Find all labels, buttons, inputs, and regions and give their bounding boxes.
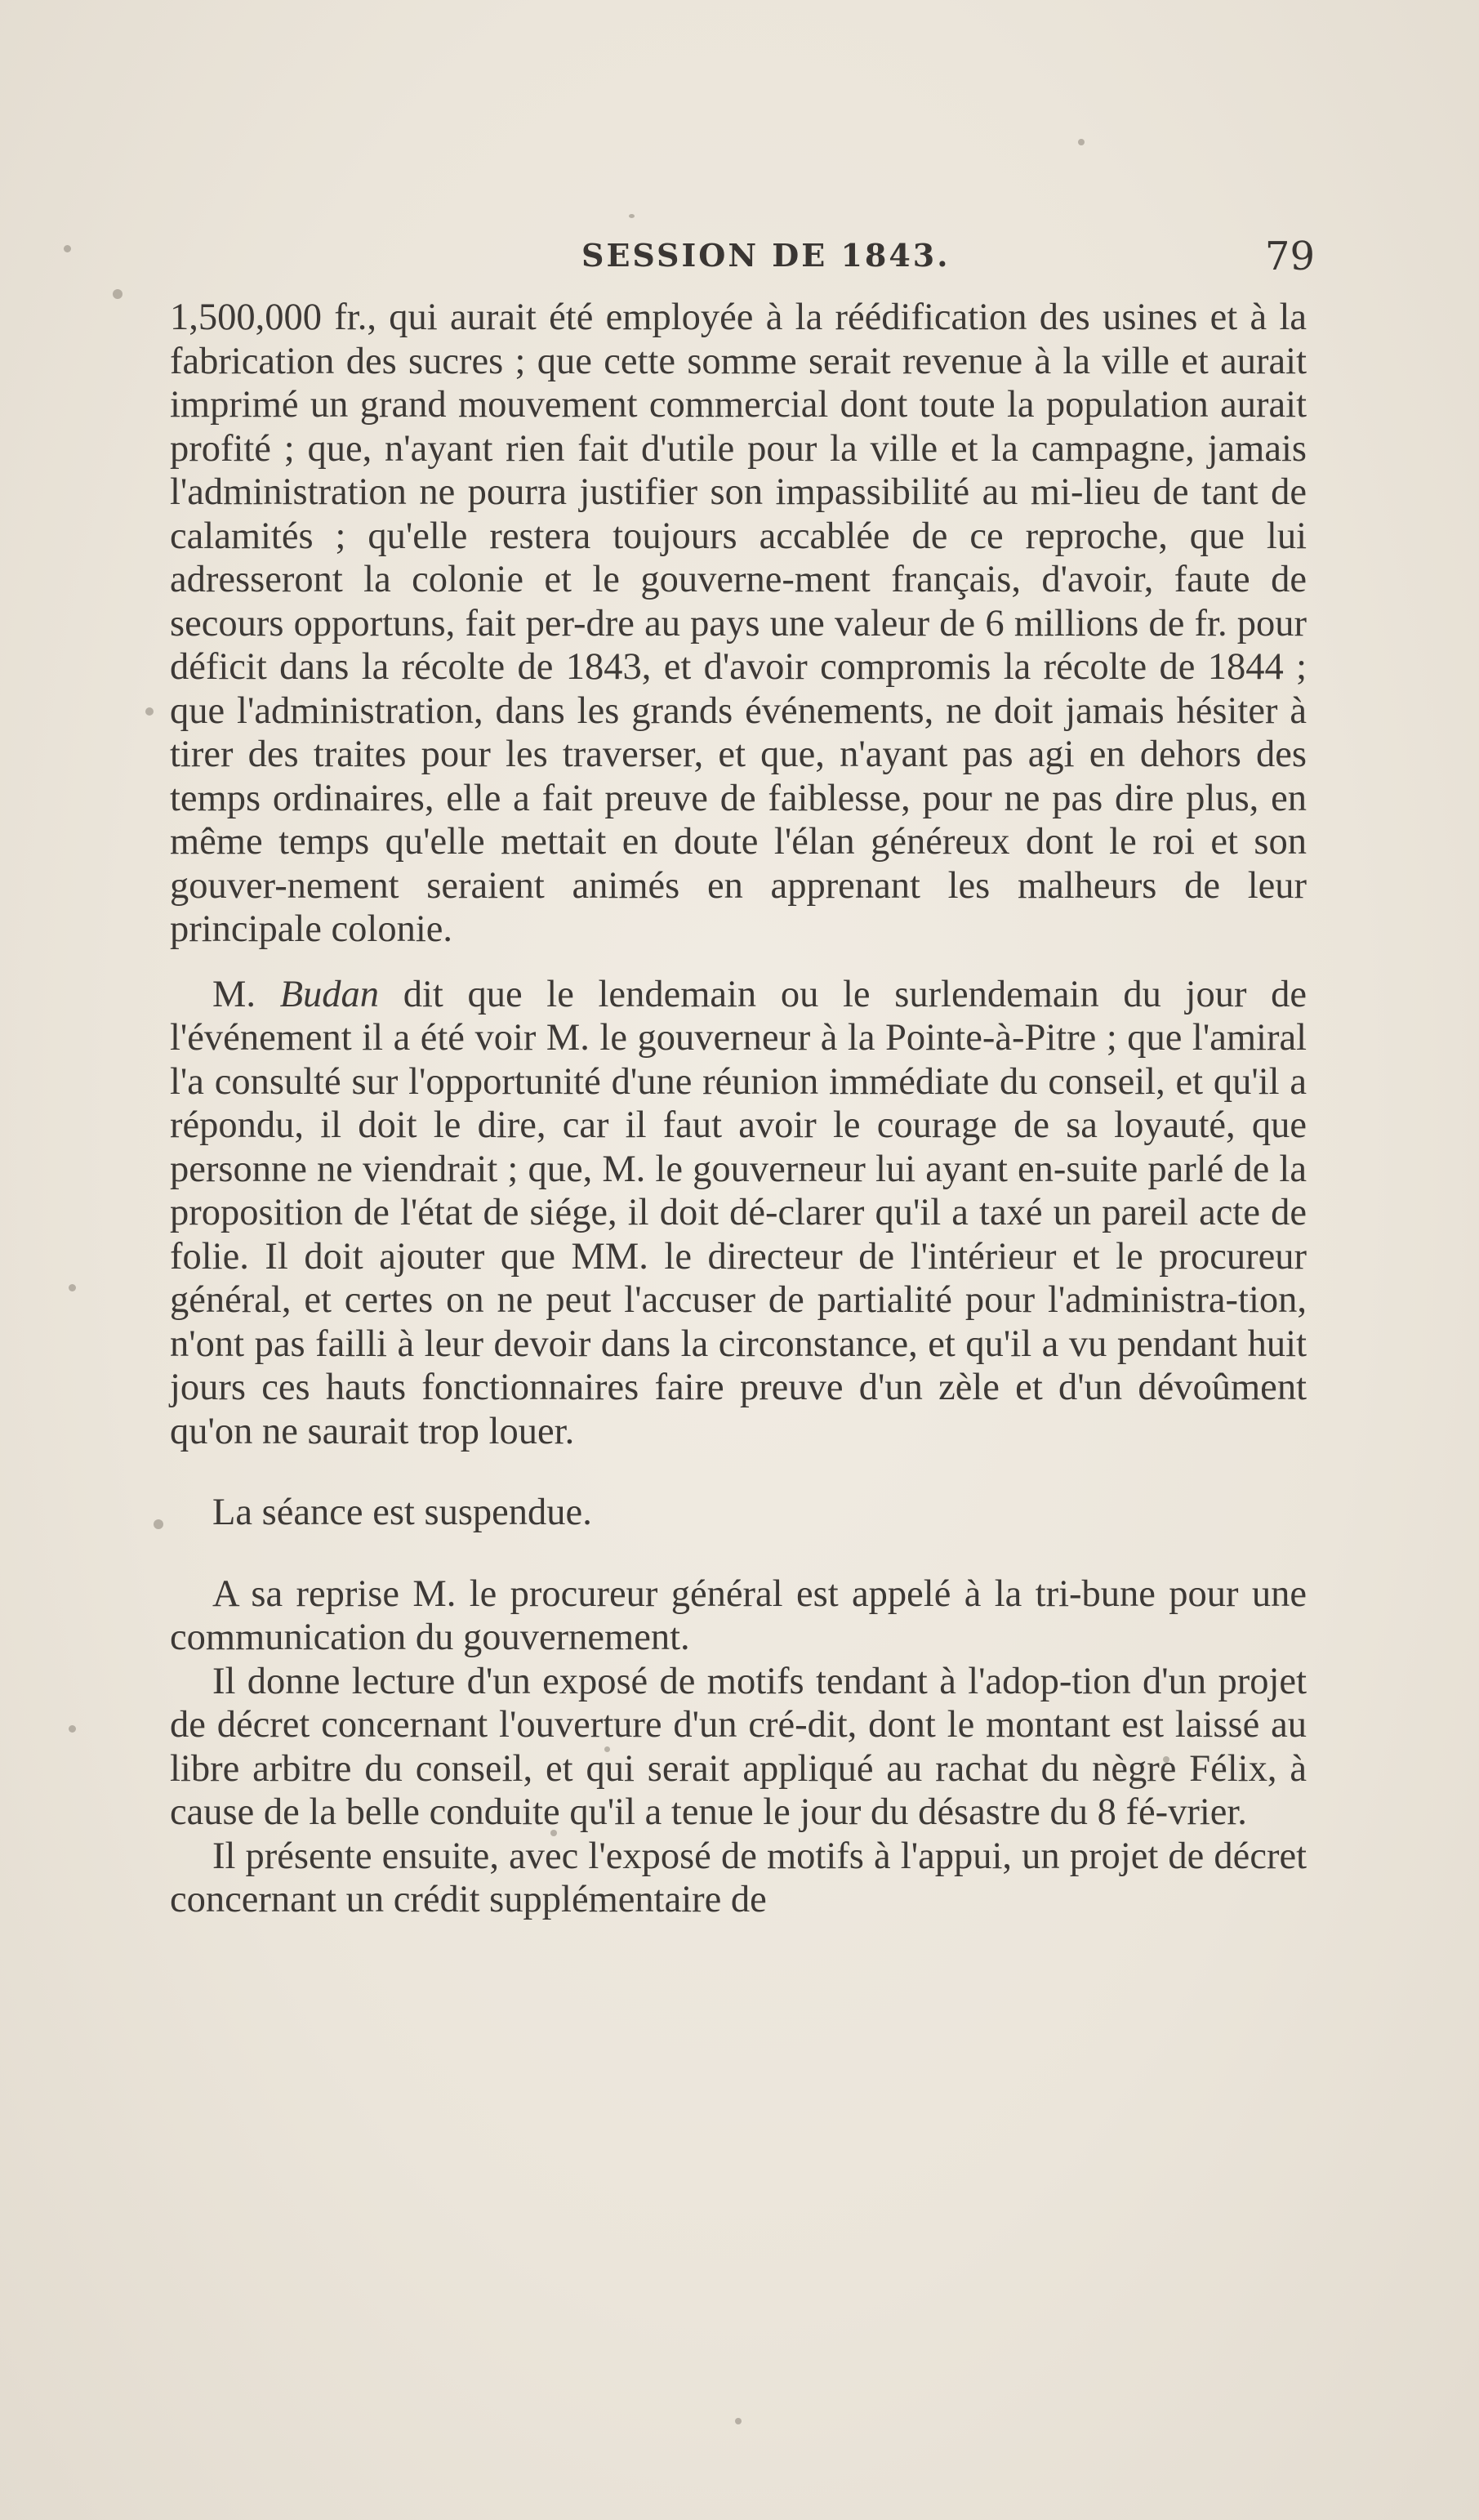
paper-speck: [1078, 139, 1085, 145]
paper-speck: [64, 245, 71, 252]
paper-speck: [145, 707, 154, 716]
paragraph-budan: [170, 973, 1307, 1454]
speaker-name: Budan: [279, 973, 380, 1015]
paper-speck: [629, 214, 635, 218]
running-title: SESSION DE 1843.: [581, 237, 951, 274]
body-text: [170, 296, 1307, 1922]
paragraph-decree-credit: Il présente ensuite, avec l'exposé de motifs à l'appui, un projet de décret concernant un crédit supplémentaire de: [170, 1835, 1307, 1920]
paragraph-reprise: A sa reprise M. le procureur général est appelé à la tri-bune pour une communication du gouvernement.: [170, 1572, 1307, 1658]
page-header: [172, 234, 1315, 286]
paragraph-session-suspended: La séance est suspendue.: [212, 1492, 592, 1533]
page-number: 79: [1264, 234, 1315, 279]
paper-speck: [69, 1284, 76, 1291]
paper-speck: [735, 2418, 742, 2424]
paper-speck: [69, 1725, 76, 1733]
paper-speck: [154, 1519, 163, 1529]
speaker-text: dit que le lendemain ou le surlendemain du jour de l'événement il a été voir M. le gouverneur à la Pointe-à-Pitre ; que l'amiral l'a consulté sur l'opportunité d'une réunion immédiate du conseil, et qu'il a répondu, il doit le dire, car il faut avoir le courage de sa loyauté, que personne ne viendrait ; que, M. le gouverneur lui ayant en-suite parlé de la proposition de l'état de siége, il doit dé-clarer qu'il a taxé un pareil acte de folie. Il doit ajouter que MM. le directeur de l'intérieur et le procureur général, et certes on ne peut l'accuser de partialité pour l'administra-tion, n'ont pas failli à leur devoir dans la circonstance, et qu'il a vu pendant huit jours ces hauts fonctionnaires faire preuve d'un zèle et d'un dévoûment qu'on ne saurait trop louer.: [170, 973, 1307, 1452]
paragraph-continued: 1,500,000 fr., qui aurait été employée à la réédification des usines et à la fabrication des sucres ; que cette somme serait revenue à la ville et aurait imprimé un grand mouvement commercial dont toute la population aurait profité ; que, n'ayant rien fait d'utile pour la ville et la campagne, jamais l'administration ne pourra justifier son impassibilité au mi-lieu de tant de calamités ; qu'elle restera toujours accablée de ce reproche, que lui adresseront la colonie et le gouverne-ment français, d'avoir, faute de secours opportuns, fait per-dre au pays une valeur de 6 millions de fr. pour déficit dans la récolte de 1843, et d'avoir compromis la récolte de 1844 ; que l'administration, dans les grands événements, ne doit jamais hésiter à tirer des traites pour les traverser, et que, n'ayant pas agi en dehors des temps ordinaires, elle a fait preuve de faiblesse, pour ne pas dire plus, en même temps qu'elle mettait en doute l'élan généreux dont le roi et son gouver-nement seraient animés en apprenant les malheurs de leur principale colonie.: [170, 297, 1307, 950]
paper-speck: [113, 289, 123, 299]
speaker-prefix: M.: [212, 973, 256, 1015]
paragraph-decree-felix: Il donne lecture d'un exposé de motifs tendant à l'adop-tion d'un projet de décret concernant l'ouverture d'un cré-dit, dont le montant est laissé au libre arbitre du conseil, et qui serait appliqué au rachat du nègre Félix, à cause de la belle conduite qu'il a tenue le jour du désastre du 8 fé-vrier.: [170, 1660, 1307, 1833]
